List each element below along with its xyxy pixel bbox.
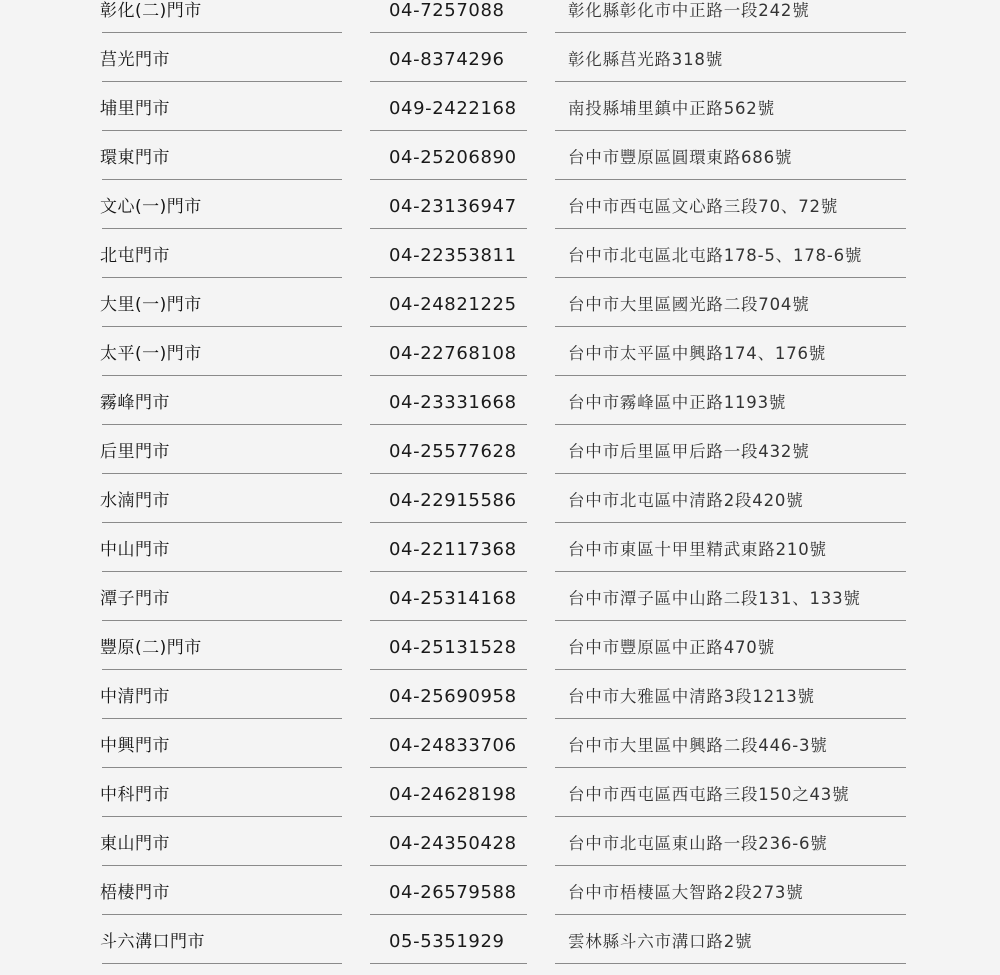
store-name: 梧棲門市 (100, 883, 170, 903)
store-phone: 04-8374296 (389, 49, 505, 70)
row-divider (555, 963, 906, 964)
store-address: 台中市豐原區圓環東路686號 (568, 148, 793, 167)
store-name: 中興門市 (100, 736, 170, 756)
store-name: 后里門市 (100, 442, 170, 462)
store-address: 台中市東區十甲里精武東路210號 (568, 540, 827, 559)
store-name: 霧峰門市 (100, 393, 170, 413)
store-name: 環東門市 (100, 148, 170, 168)
store-address: 彰化縣彰化市中正路一段242號 (568, 1, 810, 20)
store-phone: 04-22353811 (389, 245, 517, 266)
store-row (0, 615, 1000, 664)
store-address: 台中市大里區國光路二段704號 (568, 295, 810, 314)
store-phone: 049-2422168 (389, 98, 517, 119)
store-name: 文心(一)門市 (100, 197, 202, 217)
store-address: 台中市西屯區文心路三段70、72號 (568, 197, 839, 216)
store-address: 台中市北屯區北屯路178-5、178-6號 (568, 246, 863, 265)
store-phone: 04-22117368 (389, 539, 517, 560)
store-phone: 04-26579588 (389, 882, 517, 903)
store-address: 台中市豐原區中正路470號 (568, 638, 775, 657)
store-row (0, 762, 1000, 811)
store-address: 台中市北屯區東山路一段236-6號 (568, 834, 828, 853)
store-row (0, 0, 1000, 27)
store-address: 台中市后里區甲后路一段432號 (568, 442, 810, 461)
store-row (0, 321, 1000, 370)
store-phone: 04-25690958 (389, 686, 517, 707)
store-phone: 04-22768108 (389, 343, 517, 364)
store-name: 中清門市 (100, 687, 170, 707)
store-phone: 04-25131528 (389, 637, 517, 658)
store-name: 太平(一)門市 (100, 344, 202, 364)
store-address: 台中市霧峰區中正路1193號 (568, 393, 787, 412)
store-row (0, 909, 1000, 958)
store-address: 台中市大里區中興路二段446-3號 (568, 736, 828, 755)
store-phone: 04-7257088 (389, 0, 505, 21)
store-row (0, 566, 1000, 615)
store-name: 水湳門市 (100, 491, 170, 511)
store-phone: 04-24350428 (389, 833, 517, 854)
store-name: 莒光門市 (100, 50, 170, 70)
store-address: 台中市潭子區中山路二段131、133號 (568, 589, 861, 608)
store-row (0, 125, 1000, 174)
store-phone: 04-25577628 (389, 441, 517, 462)
store-name: 埔里門市 (100, 99, 170, 119)
store-phone: 04-24821225 (389, 294, 517, 315)
row-divider (370, 963, 527, 964)
store-address: 南投縣埔里鎮中正路562號 (568, 99, 775, 118)
store-address: 雲林縣斗六市溝口路2號 (568, 932, 753, 951)
store-row (0, 419, 1000, 468)
store-address: 台中市太平區中興路174、176號 (568, 344, 827, 363)
store-phone: 04-25206890 (389, 147, 517, 168)
store-row (0, 76, 1000, 125)
row-divider (102, 963, 342, 964)
store-row (0, 664, 1000, 713)
store-row (0, 370, 1000, 419)
store-phone: 04-24628198 (389, 784, 517, 805)
store-name: 北屯門市 (100, 246, 170, 266)
store-name: 斗六溝口門市 (100, 932, 205, 952)
store-address: 台中市北屯區中清路2段420號 (568, 491, 804, 510)
store-name: 中科門市 (100, 785, 170, 805)
store-row (0, 860, 1000, 909)
store-phone: 04-25314168 (389, 588, 517, 609)
store-address: 台中市大雅區中清路3段1213號 (568, 687, 815, 706)
store-row (0, 517, 1000, 566)
store-row (0, 272, 1000, 321)
store-phone: 05-5351929 (389, 931, 505, 952)
store-row (0, 174, 1000, 223)
store-address: 彰化縣莒光路318號 (568, 50, 723, 69)
store-address: 台中市梧棲區大智路2段273號 (568, 883, 804, 902)
store-name: 彰化(二)門市 (100, 1, 202, 21)
store-name: 中山門市 (100, 540, 170, 560)
store-name: 豐原(二)門市 (100, 638, 202, 658)
store-phone: 04-24833706 (389, 735, 517, 756)
store-row (0, 27, 1000, 76)
store-phone: 04-22915586 (389, 490, 517, 511)
store-row (0, 713, 1000, 762)
store-name: 東山門市 (100, 834, 170, 854)
store-row (0, 811, 1000, 860)
store-name: 潭子門市 (100, 589, 170, 609)
store-phone: 04-23331668 (389, 392, 517, 413)
store-address: 台中市西屯區西屯路三段150之43號 (568, 785, 850, 804)
store-row (0, 468, 1000, 517)
store-name: 大里(一)門市 (100, 295, 202, 315)
store-phone: 04-23136947 (389, 196, 517, 217)
store-row (0, 223, 1000, 272)
